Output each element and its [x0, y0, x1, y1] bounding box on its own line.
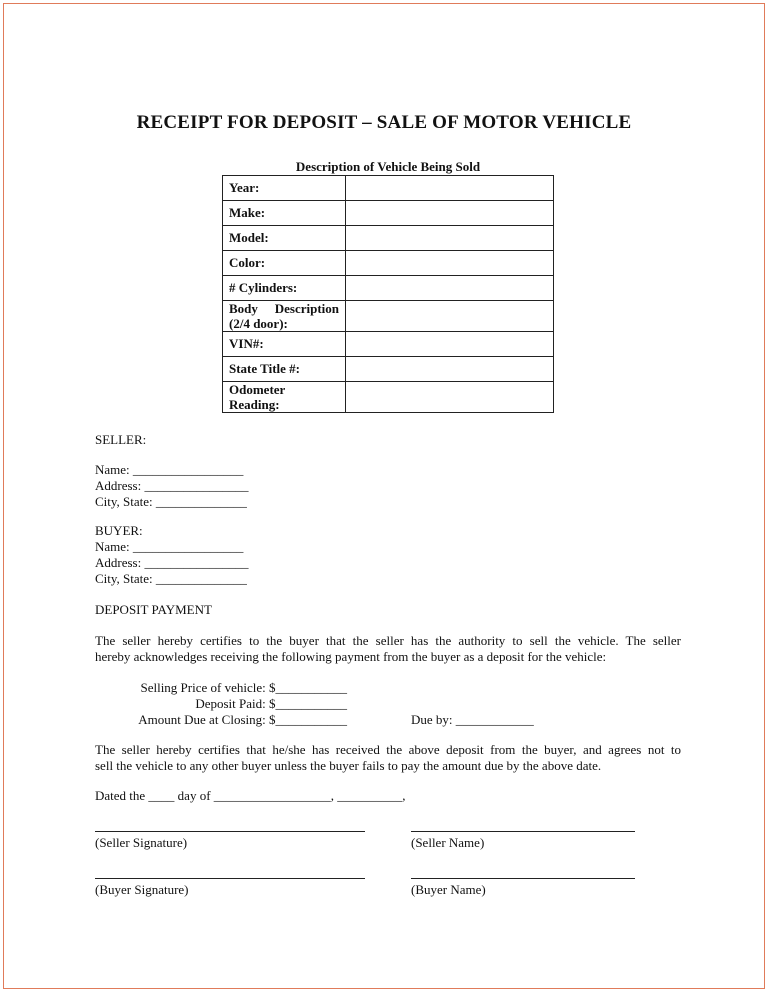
- table-row: [223, 176, 554, 201]
- color-value[interactable]: [346, 251, 554, 276]
- seller-name-label: (Seller Name): [411, 835, 485, 850]
- year-value[interactable]: [346, 176, 554, 201]
- amount-due-field[interactable]: Amount Due at Closing: $___________: [138, 712, 347, 727]
- odometer-label-line1: Odometer: [229, 382, 286, 397]
- document-page: [3, 3, 765, 989]
- buyer-heading: BUYER:: [95, 523, 143, 538]
- deposit-paid-field[interactable]: Deposit Paid: $___________: [195, 696, 347, 711]
- due-by-field[interactable]: Due by: ____________: [411, 712, 534, 727]
- table-row: [223, 251, 554, 276]
- certification-paragraph-line1: The seller hereby certifies that he/she has received the above deposit from the buyer, and agrees not to: [95, 742, 681, 757]
- table-row: [223, 201, 554, 226]
- seller-name-field[interactable]: Name: _________________: [95, 462, 244, 477]
- table-row: [223, 332, 554, 357]
- cylinders-value[interactable]: [346, 276, 554, 301]
- year-label: Year:: [223, 176, 346, 201]
- table-row: [223, 301, 554, 332]
- deposit-paragraph-line2: hereby acknowledges receiving the following payment from the buyer as a deposit for the vehicle:: [95, 649, 607, 664]
- odometer-label-line2: Reading:: [229, 397, 280, 412]
- vin-value[interactable]: [346, 332, 554, 357]
- seller-signature-label: (Seller Signature): [95, 835, 188, 850]
- table-row: [223, 276, 554, 301]
- certification-paragraph: [95, 742, 681, 774]
- buyer-section: [95, 523, 248, 587]
- body-description-label-line1: Body Description: [229, 301, 339, 316]
- seller-address-field[interactable]: Address: ________________: [95, 478, 249, 493]
- cylinders-label: # Cylinders:: [223, 276, 346, 301]
- seller-city-state-field[interactable]: City, State: ______________: [95, 494, 247, 509]
- buyer-signature-line[interactable]: [95, 878, 365, 879]
- state-title-value[interactable]: [346, 357, 554, 382]
- buyer-address-field[interactable]: Address: ________________: [95, 555, 249, 570]
- seller-name-line[interactable]: [411, 831, 635, 832]
- odometer-label: [223, 382, 346, 413]
- payment-block: [129, 680, 347, 728]
- make-value[interactable]: [346, 201, 554, 226]
- vin-label: VIN#:: [223, 332, 346, 357]
- table-row: [223, 357, 554, 382]
- buyer-name-field[interactable]: Name: _________________: [95, 539, 244, 554]
- body-description-label: [223, 301, 346, 332]
- buyer-name-label: (Buyer Name): [411, 882, 486, 897]
- deposit-heading: DEPOSIT PAYMENT: [95, 602, 212, 617]
- model-label: Model:: [223, 226, 346, 251]
- state-title-label: State Title #:: [223, 357, 346, 382]
- color-label: Color:: [223, 251, 346, 276]
- table-row: [223, 226, 554, 251]
- seller-section: [95, 432, 248, 510]
- vehicle-table-caption: Description of Vehicle Being Sold: [295, 159, 481, 174]
- vehicle-description-table: [222, 175, 554, 413]
- seller-signature-line[interactable]: [95, 831, 365, 832]
- buyer-city-state-field[interactable]: City, State: ______________: [95, 571, 247, 586]
- dated-field[interactable]: Dated the ____ day of __________________, __________,: [95, 788, 406, 803]
- buyer-signature-label: (Buyer Signature): [95, 882, 189, 897]
- buyer-name-line[interactable]: [411, 878, 635, 879]
- selling-price-field[interactable]: Selling Price of vehicle: $___________: [140, 680, 347, 695]
- make-label: Make:: [223, 201, 346, 226]
- model-value[interactable]: [346, 226, 554, 251]
- deposit-paragraph: [95, 633, 681, 665]
- deposit-paragraph-line1: The seller hereby certifies to the buyer that the seller has the authority to sell the vehicle. The seller: [95, 633, 681, 648]
- seller-heading: SELLER:: [95, 432, 147, 447]
- odometer-value[interactable]: [346, 382, 554, 413]
- body-description-value[interactable]: [346, 301, 554, 332]
- certification-paragraph-line2: sell the vehicle to any other buyer unless the buyer fails to pay the amount due by the above date.: [95, 758, 602, 773]
- document-title: RECEIPT FOR DEPOSIT – SALE OF MOTOR VEHICLE: [136, 112, 632, 133]
- body-description-label-line2: (2/4 door):: [229, 316, 288, 331]
- table-row: [223, 382, 554, 413]
